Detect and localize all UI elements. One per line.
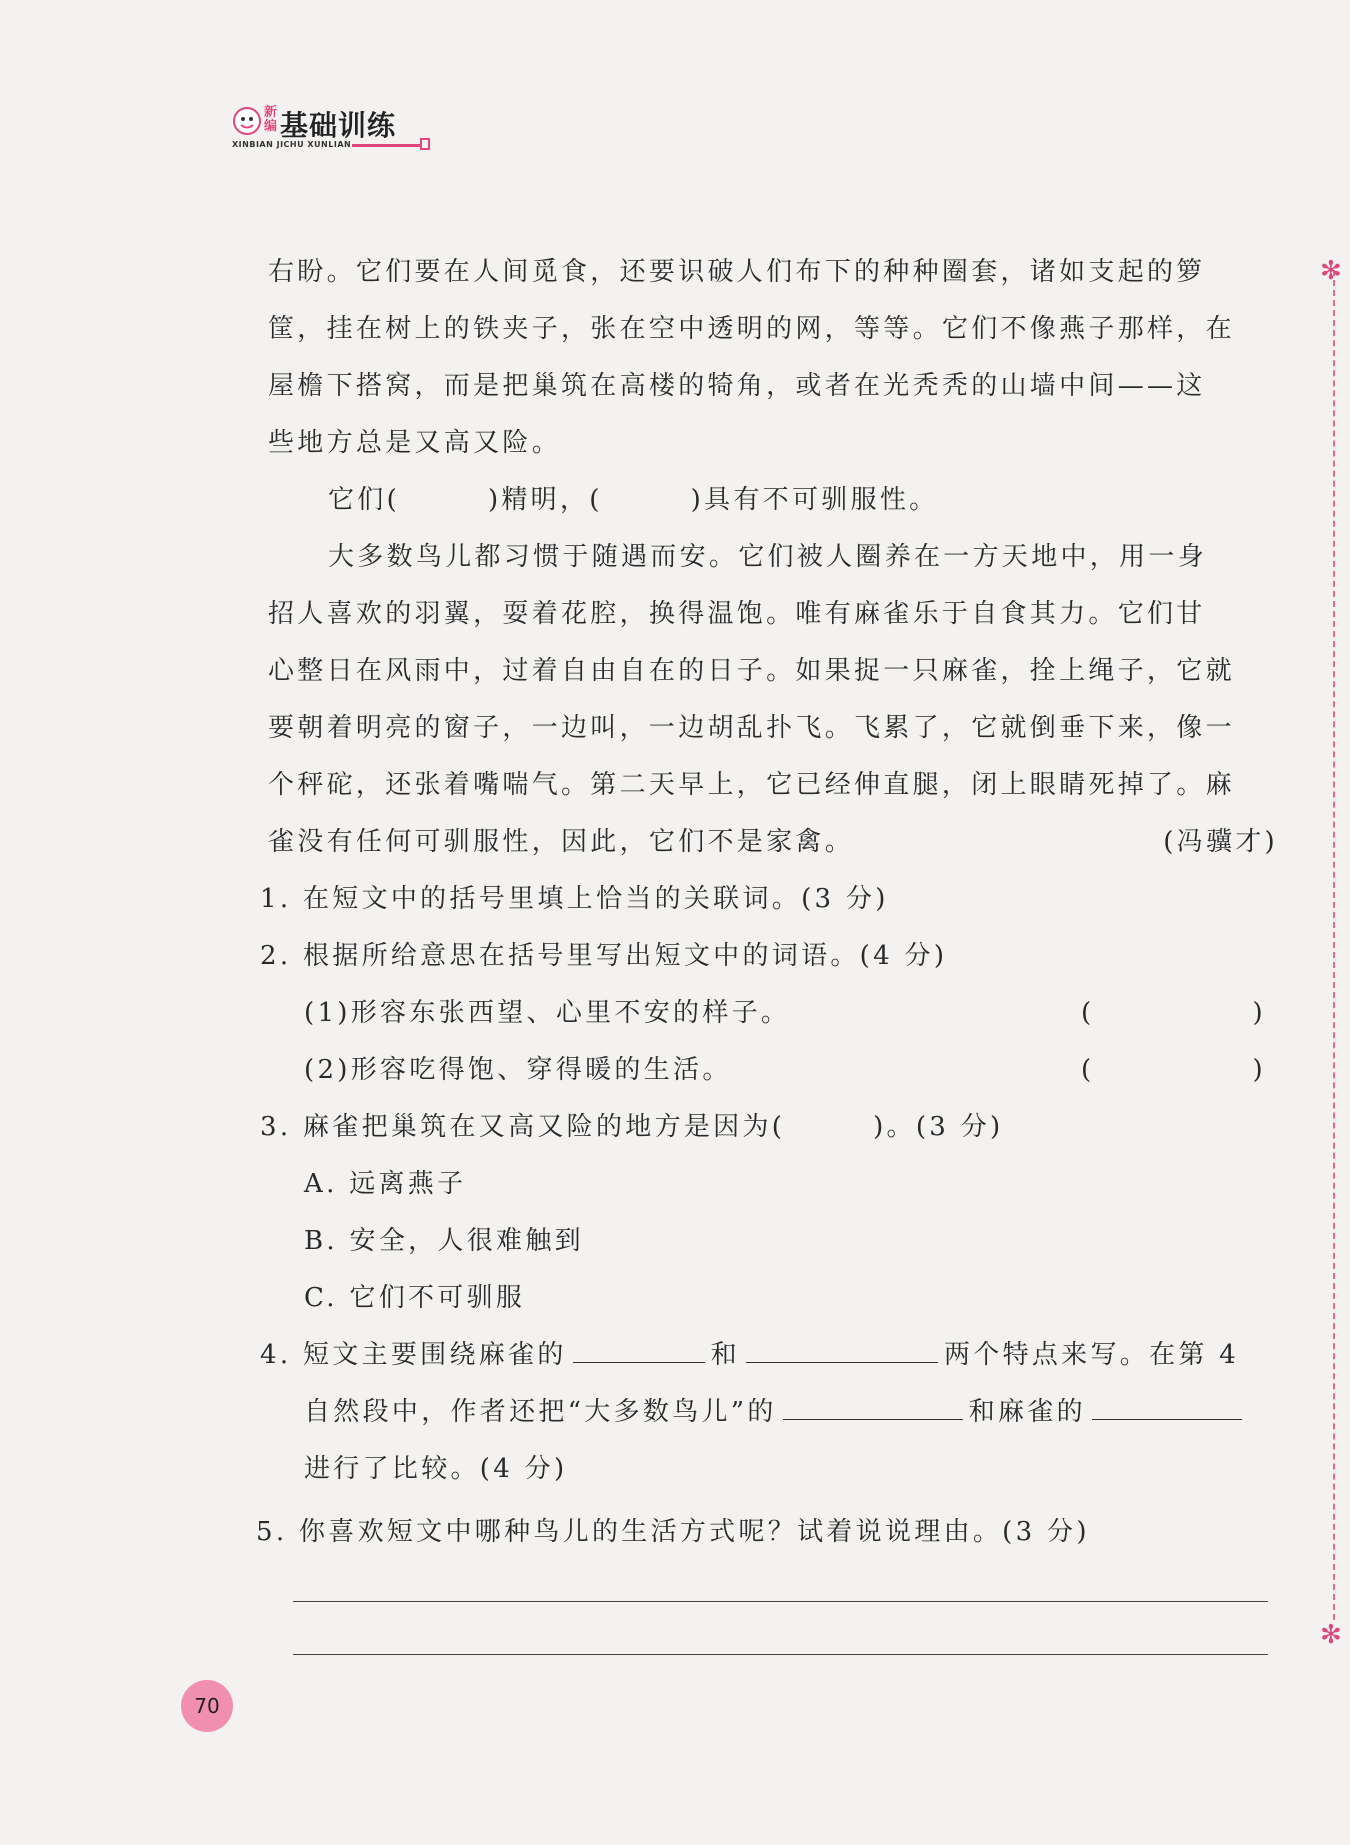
logo-tag: 新编 [264,105,278,134]
question-4-text: 自然段中，作者还把“大多数鸟儿”的 [304,1397,777,1427]
passage-line: 招人喜欢的羽翼，耍着花腔，换得温饱。唯有麻雀乐于自食其力。它们甘 [268,599,1206,629]
bracket-open: ( [1081,998,1095,1028]
page-number: 70 [181,1680,233,1732]
question-4-text: 4. 短文主要围绕麻雀的 [260,1340,567,1370]
passage-line: 心整日在风雨中，过着自由自在的日子。如果捉一只麻雀，拴上绳子，它就 [268,656,1235,686]
author-credit: (冯骥才) [1163,827,1278,857]
logo-subtitle: XINBIAN JICHU XUNLIAN [232,140,352,149]
answer-blank[interactable] [783,1389,963,1420]
question-1: 1. 在短文中的括号里填上恰当的关联词。(3 分) [260,884,889,914]
question-2-1 [268,985,1278,1042]
fill-in-line: 它们( )精明，( )具有不可驯服性。 [328,485,939,515]
question-4-text: 和麻雀的 [968,1397,1086,1427]
passage-line: 右盼。它们要在人间觅食，还要识破人们布下的种种圈套，诸如支起的箩 [268,257,1206,287]
bracket-open: ( [1081,1055,1095,1085]
question-4-text: 和 [710,1340,740,1370]
logo-title: 基础训练 [280,109,397,142]
question-2-1-text: (1)形容东张西望、心里不安的样子。 [304,998,791,1028]
passage-last-line [268,814,1278,871]
flower-icon: ✻ [1320,256,1342,286]
question-4-end: 进行了比较。(4 分) [304,1454,568,1484]
answer-blank[interactable] [573,1332,705,1363]
answer-bracket[interactable] [1081,1042,1266,1099]
answer-bracket[interactable] [1081,985,1266,1042]
bracket-close: ) [1252,1055,1266,1085]
flower-icon: ✻ [1320,1620,1342,1650]
passage-line: 筐，挂在树上的铁夹子，张在空中透明的网，等等。它们不像燕子那样，在 [268,314,1235,344]
header-logo [232,104,432,156]
question-5: 5. 你喜欢短文中哪种鸟儿的生活方式呢？试着说说理由。(3 分) [256,1517,1090,1547]
passage-line: 雀没有任何可驯服性，因此，它们不是家禽。 [268,827,855,857]
option-a[interactable]: A. 远离燕子 [304,1169,467,1199]
bracket-close: ) [1252,998,1266,1028]
logo-pencil-icon [420,138,430,150]
answer-blank[interactable] [1092,1389,1242,1420]
side-dashed-border [1333,270,1335,1620]
passage-line: 屋檐下搭窝，而是把巢筑在高楼的犄角，或者在光秃秃的山墙中间——这 [268,371,1206,401]
question-2-2-text: (2)形容吃得饱、穿得暖的生活。 [304,1055,732,1085]
question-3: 3. 麻雀把巢筑在又高又险的地方是因为( )。(3 分) [260,1112,1004,1142]
question-4-text: 两个特点来写。在第 4 [943,1340,1240,1370]
answer-blank[interactable] [746,1332,938,1363]
mascot-icon [232,106,262,136]
passage-line: 个秤砣，还张着嘴喘气。第二天早上，它已经伸直腿，闭上眼睛死掉了。麻 [268,770,1235,800]
answer-line[interactable] [293,1654,1268,1655]
reading-content [256,244,1278,1655]
logo-underline [352,144,422,147]
question-4-cont [268,1384,1278,1441]
passage-line: 要朝着明亮的窗子，一边叫，一边胡乱扑飞。飞累了，它就倒垂下来，像一 [268,713,1235,743]
passage-line: 些地方总是又高又险。 [268,428,562,458]
question-4 [260,1327,1278,1384]
option-b[interactable]: B. 安全，人很难触到 [304,1226,584,1256]
option-c[interactable]: C. 它们不可驯服 [304,1283,526,1313]
passage-line: 大多数鸟儿都习惯于随遇而安。它们被人圈养在一方天地中，用一身 [328,542,1208,572]
question-2-2 [268,1042,1278,1099]
question-2: 2. 根据所给意思在括号里写出短文中的词语。(4 分) [260,941,948,971]
